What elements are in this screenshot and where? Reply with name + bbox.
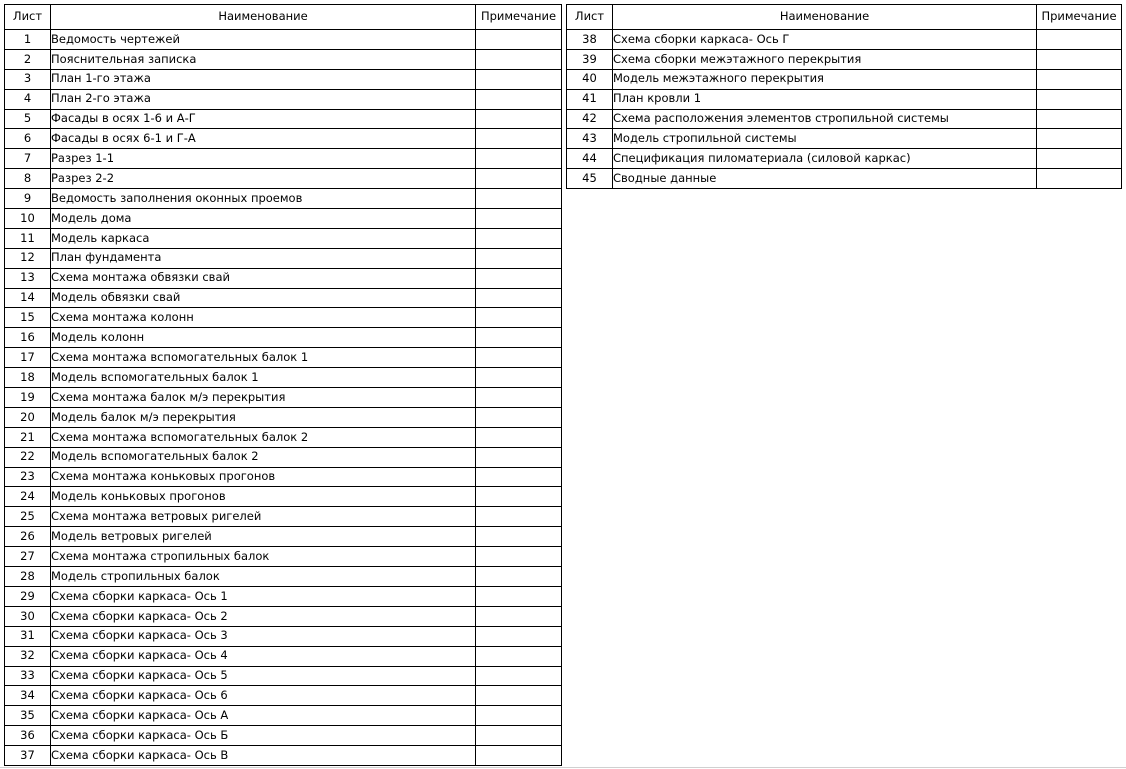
table-row <box>5 567 562 587</box>
table-header-row <box>5 5 562 30</box>
note-cell <box>476 606 562 626</box>
note-cell <box>476 746 562 766</box>
note-cell <box>476 487 562 507</box>
table-row <box>5 89 562 109</box>
sheet-number-cell: 40 <box>567 69 613 89</box>
note-cell <box>476 209 562 229</box>
table-row <box>5 368 562 388</box>
table-row <box>5 129 562 149</box>
sheet-name-cell: Разрез 1-1 <box>51 149 476 169</box>
sheet-name-cell: Схема сборки межэтажного перекрытия <box>613 49 1037 69</box>
sheet-number-cell: 11 <box>5 228 51 248</box>
note-cell <box>476 288 562 308</box>
sheet-number-cell: 12 <box>5 248 51 268</box>
sheet-name-cell: План кровли 1 <box>613 89 1037 109</box>
table-row <box>567 129 1122 149</box>
table-row <box>567 149 1122 169</box>
table-row <box>5 308 562 328</box>
sheet-name-cell: Схема монтажа вспомогательных балок 1 <box>51 348 476 368</box>
sheet-name-cell: Схема сборки каркаса- Ось 3 <box>51 626 476 646</box>
note-cell <box>476 189 562 209</box>
note-cell <box>476 507 562 527</box>
note-cell <box>476 567 562 587</box>
sheet-name-cell: Схема сборки каркаса- Ось 5 <box>51 666 476 686</box>
header-sheet: Лист <box>567 5 613 30</box>
page-bottom-divider <box>0 767 1126 768</box>
note-cell <box>1037 169 1122 189</box>
sheet-number-cell: 16 <box>5 328 51 348</box>
table-row <box>567 169 1122 189</box>
note-cell <box>476 228 562 248</box>
note-cell <box>476 149 562 169</box>
sheet-name-cell: Модель вспомогательных балок 2 <box>51 447 476 467</box>
sheet-name-cell: Модель межэтажного перекрытия <box>613 69 1037 89</box>
sheet-number-cell: 35 <box>5 706 51 726</box>
sheet-name-cell: Модель балок м/э перекрытия <box>51 407 476 427</box>
sheet-number-cell: 7 <box>5 149 51 169</box>
sheet-name-cell: Модель стропильных балок <box>51 567 476 587</box>
sheet-number-cell: 23 <box>5 467 51 487</box>
sheet-number-cell: 4 <box>5 89 51 109</box>
note-cell <box>476 547 562 567</box>
table-row <box>567 109 1122 129</box>
sheet-name-cell: Модель дома <box>51 209 476 229</box>
sheet-name-cell: Схема сборки каркаса- Ось 2 <box>51 606 476 626</box>
table-row <box>5 49 562 69</box>
sheet-number-cell: 14 <box>5 288 51 308</box>
table-row <box>5 228 562 248</box>
note-cell <box>476 646 562 666</box>
sheet-name-cell: Схема сборки каркаса- Ось 1 <box>51 586 476 606</box>
sheet-number-cell: 27 <box>5 547 51 567</box>
table-row <box>5 407 562 427</box>
note-cell <box>476 49 562 69</box>
note-cell <box>1037 109 1122 129</box>
table-row <box>5 606 562 626</box>
sheet-name-cell: Схема монтажа вспомогательных балок 2 <box>51 427 476 447</box>
sheet-number-cell: 5 <box>5 109 51 129</box>
note-cell <box>476 328 562 348</box>
table-row <box>5 328 562 348</box>
sheet-number-cell: 33 <box>5 666 51 686</box>
table-row <box>5 706 562 726</box>
note-cell <box>476 427 562 447</box>
table-row <box>5 507 562 527</box>
table-row <box>5 248 562 268</box>
sheet-name-cell: Схема сборки каркаса- Ось А <box>51 706 476 726</box>
note-cell <box>476 686 562 706</box>
sheet-name-cell: Схема сборки каркаса- Ось Б <box>51 726 476 746</box>
sheet-name-cell: Разрез 2-2 <box>51 169 476 189</box>
table-row <box>567 30 1122 50</box>
sheet-number-cell: 17 <box>5 348 51 368</box>
sheet-name-cell: Модель каркаса <box>51 228 476 248</box>
sheet-number-cell: 24 <box>5 487 51 507</box>
table-row <box>5 547 562 567</box>
drawing-list-table-left <box>4 4 562 766</box>
sheet-number-cell: 10 <box>5 209 51 229</box>
note-cell <box>476 726 562 746</box>
sheet-name-cell: План 2-го этажа <box>51 89 476 109</box>
note-cell <box>476 109 562 129</box>
sheet-name-cell: Схема монтажа обвязки свай <box>51 268 476 288</box>
sheet-number-cell: 38 <box>567 30 613 50</box>
note-cell <box>476 129 562 149</box>
sheet-number-cell: 43 <box>567 129 613 149</box>
sheet-name-cell: Сводные данные <box>613 169 1037 189</box>
sheet-number-cell: 2 <box>5 49 51 69</box>
table-row <box>5 30 562 50</box>
note-cell <box>476 348 562 368</box>
sheet-number-cell: 25 <box>5 507 51 527</box>
sheet-number-cell: 3 <box>5 69 51 89</box>
note-cell <box>476 30 562 50</box>
sheet-number-cell: 9 <box>5 189 51 209</box>
sheet-name-cell: Модель обвязки свай <box>51 288 476 308</box>
sheet-name-cell: Модель колонн <box>51 328 476 348</box>
table-row <box>5 388 562 408</box>
sheet-number-cell: 39 <box>567 49 613 69</box>
sheet-name-cell: Схема монтажа коньковых прогонов <box>51 467 476 487</box>
sheet-name-cell: Схема сборки каркаса- Ось 6 <box>51 686 476 706</box>
note-cell <box>476 308 562 328</box>
table-row <box>5 527 562 547</box>
note-cell <box>476 527 562 547</box>
table-row <box>5 467 562 487</box>
note-cell <box>1037 89 1122 109</box>
sheet-name-cell: План 1-го этажа <box>51 69 476 89</box>
note-cell <box>476 407 562 427</box>
header-name: Наименование <box>613 5 1037 30</box>
note-cell <box>1037 49 1122 69</box>
note-cell <box>476 706 562 726</box>
sheet-number-cell: 18 <box>5 368 51 388</box>
sheet-name-cell: Фасады в осях 1-6 и А-Г <box>51 109 476 129</box>
table-row <box>5 586 562 606</box>
sheet-name-cell: Схема сборки каркаса- Ось В <box>51 746 476 766</box>
table-row <box>5 447 562 467</box>
sheet-name-cell: Схема сборки каркаса- Ось Г <box>613 30 1037 50</box>
sheet-number-cell: 28 <box>5 567 51 587</box>
note-cell <box>476 89 562 109</box>
sheet-name-cell: Схема расположения элементов стропильной системы <box>613 109 1037 129</box>
table-row <box>5 268 562 288</box>
note-cell <box>1037 69 1122 89</box>
table-row <box>567 69 1122 89</box>
table-row <box>5 487 562 507</box>
sheet-number-cell: 20 <box>5 407 51 427</box>
sheet-name-cell: Схема монтажа стропильных балок <box>51 547 476 567</box>
table-row <box>567 49 1122 69</box>
table-row <box>5 288 562 308</box>
table-row <box>5 686 562 706</box>
sheet-name-cell: Фасады в осях 6-1 и Г-А <box>51 129 476 149</box>
sheet-name-cell: Модель ветровых ригелей <box>51 527 476 547</box>
note-cell <box>476 368 562 388</box>
table-row <box>5 626 562 646</box>
note-cell <box>1037 149 1122 169</box>
sheet-name-cell: Модель коньковых прогонов <box>51 487 476 507</box>
table-row <box>5 348 562 368</box>
table-row <box>5 726 562 746</box>
note-cell <box>476 586 562 606</box>
sheet-number-cell: 42 <box>567 109 613 129</box>
sheet-name-cell: Модель вспомогательных балок 1 <box>51 368 476 388</box>
table-row <box>5 427 562 447</box>
note-cell <box>476 626 562 646</box>
sheet-number-cell: 22 <box>5 447 51 467</box>
header-note: Примечание <box>1037 5 1122 30</box>
sheet-name-cell: Пояснительная записка <box>51 49 476 69</box>
note-cell <box>476 169 562 189</box>
table-row <box>5 169 562 189</box>
table-header-row <box>567 5 1122 30</box>
note-cell <box>476 69 562 89</box>
table-row <box>5 209 562 229</box>
header-name: Наименование <box>51 5 476 30</box>
table-row <box>5 69 562 89</box>
sheet-number-cell: 21 <box>5 427 51 447</box>
sheet-number-cell: 15 <box>5 308 51 328</box>
note-cell <box>476 248 562 268</box>
sheet-number-cell: 32 <box>5 646 51 666</box>
note-cell <box>1037 129 1122 149</box>
sheet-number-cell: 31 <box>5 626 51 646</box>
sheet-name-cell: План фундамента <box>51 248 476 268</box>
table-row <box>5 189 562 209</box>
note-cell <box>1037 30 1122 50</box>
table-row <box>5 666 562 686</box>
sheet-number-cell: 30 <box>5 606 51 626</box>
header-note: Примечание <box>476 5 562 30</box>
sheet-name-cell: Схема монтажа ветровых ригелей <box>51 507 476 527</box>
header-sheet: Лист <box>5 5 51 30</box>
sheet-name-cell: Ведомость чертежей <box>51 30 476 50</box>
sheet-name-cell: Схема сборки каркаса- Ось 4 <box>51 646 476 666</box>
sheet-number-cell: 45 <box>567 169 613 189</box>
sheet-name-cell: Ведомость заполнения оконных проемов <box>51 189 476 209</box>
note-cell <box>476 268 562 288</box>
sheet-number-cell: 19 <box>5 388 51 408</box>
table-row <box>5 149 562 169</box>
table-row <box>567 89 1122 109</box>
table-row <box>5 646 562 666</box>
sheet-number-cell: 6 <box>5 129 51 149</box>
table-row <box>5 109 562 129</box>
sheet-number-cell: 37 <box>5 746 51 766</box>
sheet-number-cell: 36 <box>5 726 51 746</box>
sheet-number-cell: 1 <box>5 30 51 50</box>
table-row <box>5 746 562 766</box>
sheet-number-cell: 13 <box>5 268 51 288</box>
sheet-name-cell: Модель стропильной системы <box>613 129 1037 149</box>
sheet-number-cell: 26 <box>5 527 51 547</box>
note-cell <box>476 666 562 686</box>
sheet-number-cell: 29 <box>5 586 51 606</box>
note-cell <box>476 467 562 487</box>
sheet-number-cell: 44 <box>567 149 613 169</box>
sheet-number-cell: 8 <box>5 169 51 189</box>
drawing-list-table-right <box>566 4 1122 189</box>
sheet-name-cell: Спецификация пиломатериала (силовой каркас) <box>613 149 1037 169</box>
sheet-name-cell: Схема монтажа колонн <box>51 308 476 328</box>
note-cell <box>476 447 562 467</box>
sheet-number-cell: 34 <box>5 686 51 706</box>
note-cell <box>476 388 562 408</box>
sheet-number-cell: 41 <box>567 89 613 109</box>
sheet-name-cell: Схема монтажа балок м/э перекрытия <box>51 388 476 408</box>
